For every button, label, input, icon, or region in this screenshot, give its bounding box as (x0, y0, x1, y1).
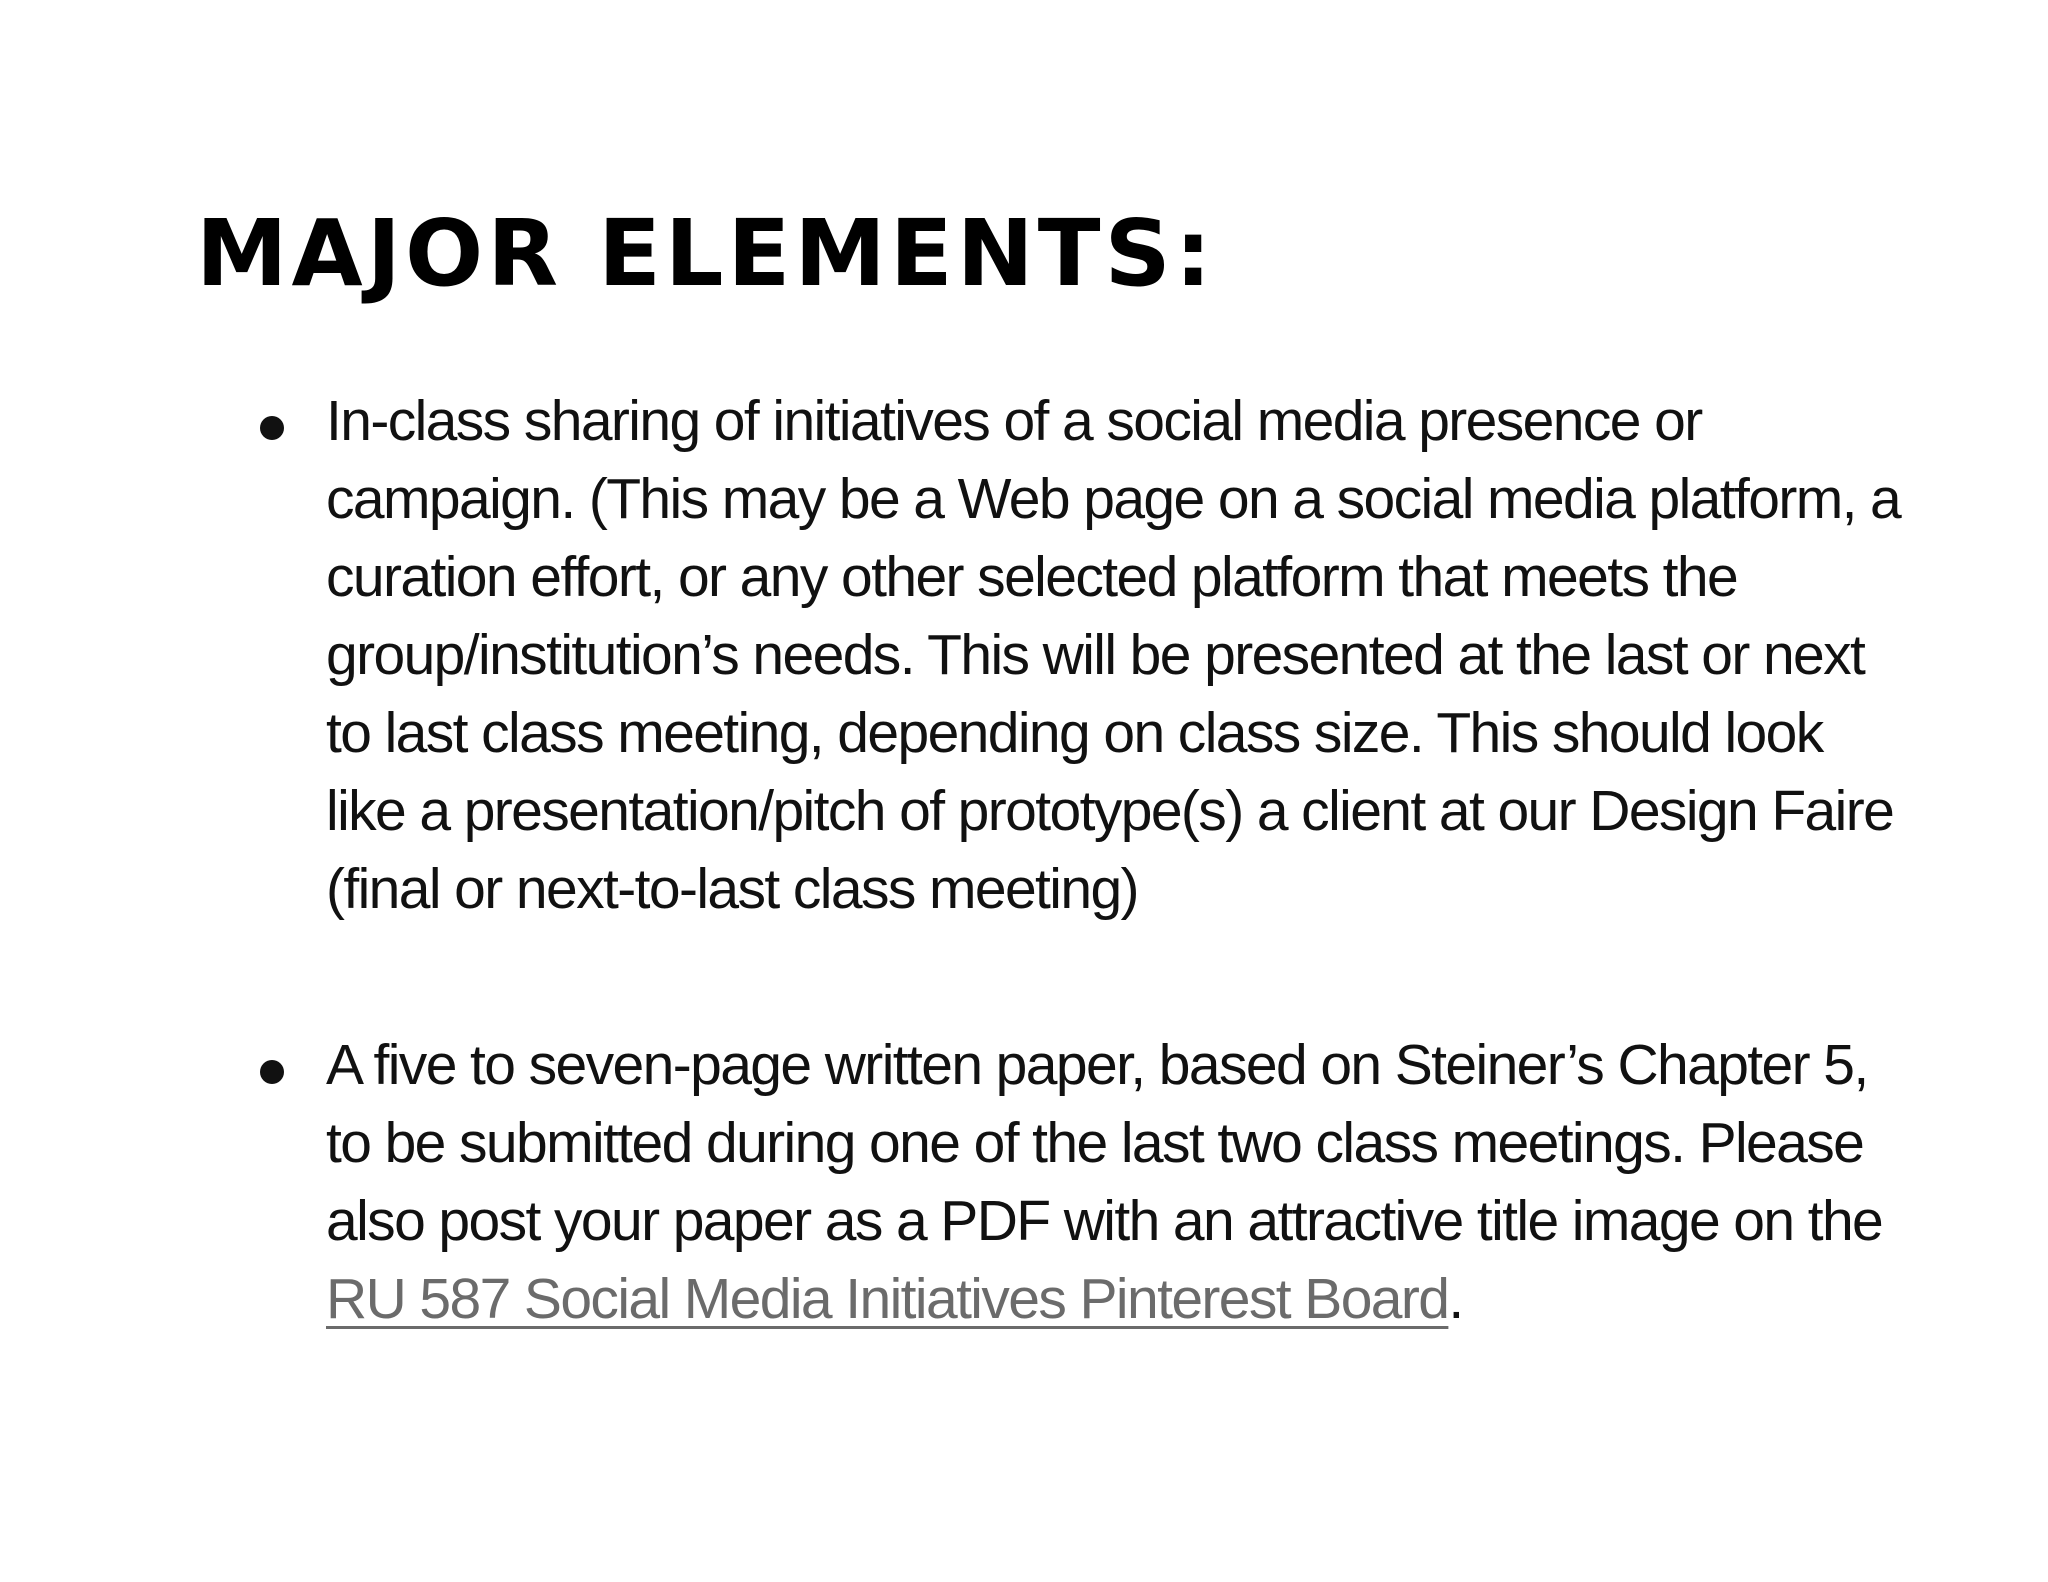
bullet-list (258, 382, 1908, 1338)
slide-title: MAJOR ELEMENTS: (196, 200, 1216, 307)
bullet-dot-icon (260, 1060, 284, 1084)
bullet-dot-icon (260, 416, 284, 440)
bullet-text-period: . (1448, 1267, 1463, 1331)
bullet-text: A five to seven-page written paper, based on Steiner’s Chapter 5, to be submitted during one of the last two class meetings. Please also post your paper as a PDF with an attractive title image on the (326, 1033, 1883, 1253)
bullet-item-written-paper (258, 1026, 1908, 1338)
pinterest-board-link[interactable]: RU 587 Social Media Initiatives Pinterest Board (326, 1267, 1449, 1331)
bullet-text: In-class sharing of initiatives of a social media presence or campaign. (This may be a Web page on a social media platform, a curation effort, or any other selected platform that meets the group/institution’s needs. This will be presented at the last or next to last class meeting, depending on class size. This should look like a presentation/pitch of prototype(s) a client at our Design Faire (final or next-to-last class meeting) (326, 389, 1901, 921)
bullet-item-in-class-sharing (258, 382, 1908, 928)
